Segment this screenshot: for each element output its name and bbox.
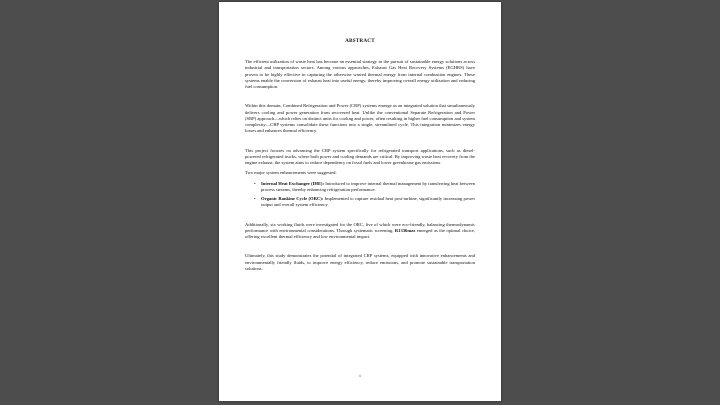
page-number: i: [359, 373, 361, 378]
abstract-title: ABSTRACT: [345, 38, 375, 44]
list-item-orc: [254, 196, 475, 209]
fluids-text-after: emerged as the optimal choice, offering excellent thermal efficiency and low environmental impact.: [245, 227, 475, 239]
bullet-icon: •: [254, 196, 256, 201]
optimal-fluid-name: R1336mzz: [394, 227, 416, 233]
list-item-text: Implemented to capture residual heat post-turbine, significantly increasing power output and overall system efficiency.: [261, 196, 475, 208]
bullet-icon: •: [254, 180, 256, 186]
list-item-text: Introduced to improve internal thermal management by transferring heat between process streams, thereby enhancing refrigeration performance.: [261, 180, 475, 192]
list-item-term: Organic Rankine Cycle (ORC):: [261, 196, 324, 201]
list-item-ihe: [254, 180, 475, 194]
paragraph-project-focus: This project focuses on advancing the CRP system specifically for refrigerated transport applications, such as diesel-powered refrigerated trucks, where both power and cooling demands are critical. By improving waste heat recovery from the engine exhaust, the system aims to reduce dependency on fossil fuels and lower greenhouse gas emissions.: [245, 147, 475, 165]
paragraph-conclusion: Ultimately, this study demonstrates the potential of integrated CRP systems, equipped with innovative enhancements and environmentally friendly fluids, to improve energy efficiency, reduce emissions, and promote sustainable transportation solutions.: [245, 253, 475, 271]
enhancements-list: [245, 181, 475, 209]
paragraph-enhancements-intro: Two major system enhancements were suggested:: [245, 170, 337, 176]
paragraph-waste-heat: The efficient utilization of waste heat has become an essential strategy in the pursuit of sustainable energy solutions across industrial and transportation sectors. Among various approaches, Exhaust Gas Heat Recovery Systems (EGHRS) have proven to be highly effective in capturing the otherwise wasted thermal energy from internal combustion engines. These systems enable the conversion of exhaust heat into useful energy, thereby improving overall energy utilization and reducing fuel consumption.: [245, 59, 475, 89]
document-page: [219, 2, 501, 401]
list-item-term: Internal Heat Exchanger (IHE):: [261, 180, 325, 186]
paragraph-crp-systems: Within this domain, Combined Refrigeration and Power (CRP) systems emerge as an integrated solution that simultaneously delivers cooling and power generation from recovered heat. Unlike the conventional Separate Refrigeration and Power (SRP) approach—which relies on distinct units for cooling and power, often resulting in higher fuel consumption and system complexity—CRP systems consolidate these functions into a single, streamlined cycle. This integration minimizes energy losses and enhances thermal efficiency.: [245, 103, 475, 134]
fluids-text-before: Additionally, six working fluids were investigated for the ORC, five of which were eco-friendly, balancing thermodynamic performance with environmental considerations. Through systematic screening,: [245, 221, 475, 233]
paragraph-working-fluids: [245, 222, 475, 241]
